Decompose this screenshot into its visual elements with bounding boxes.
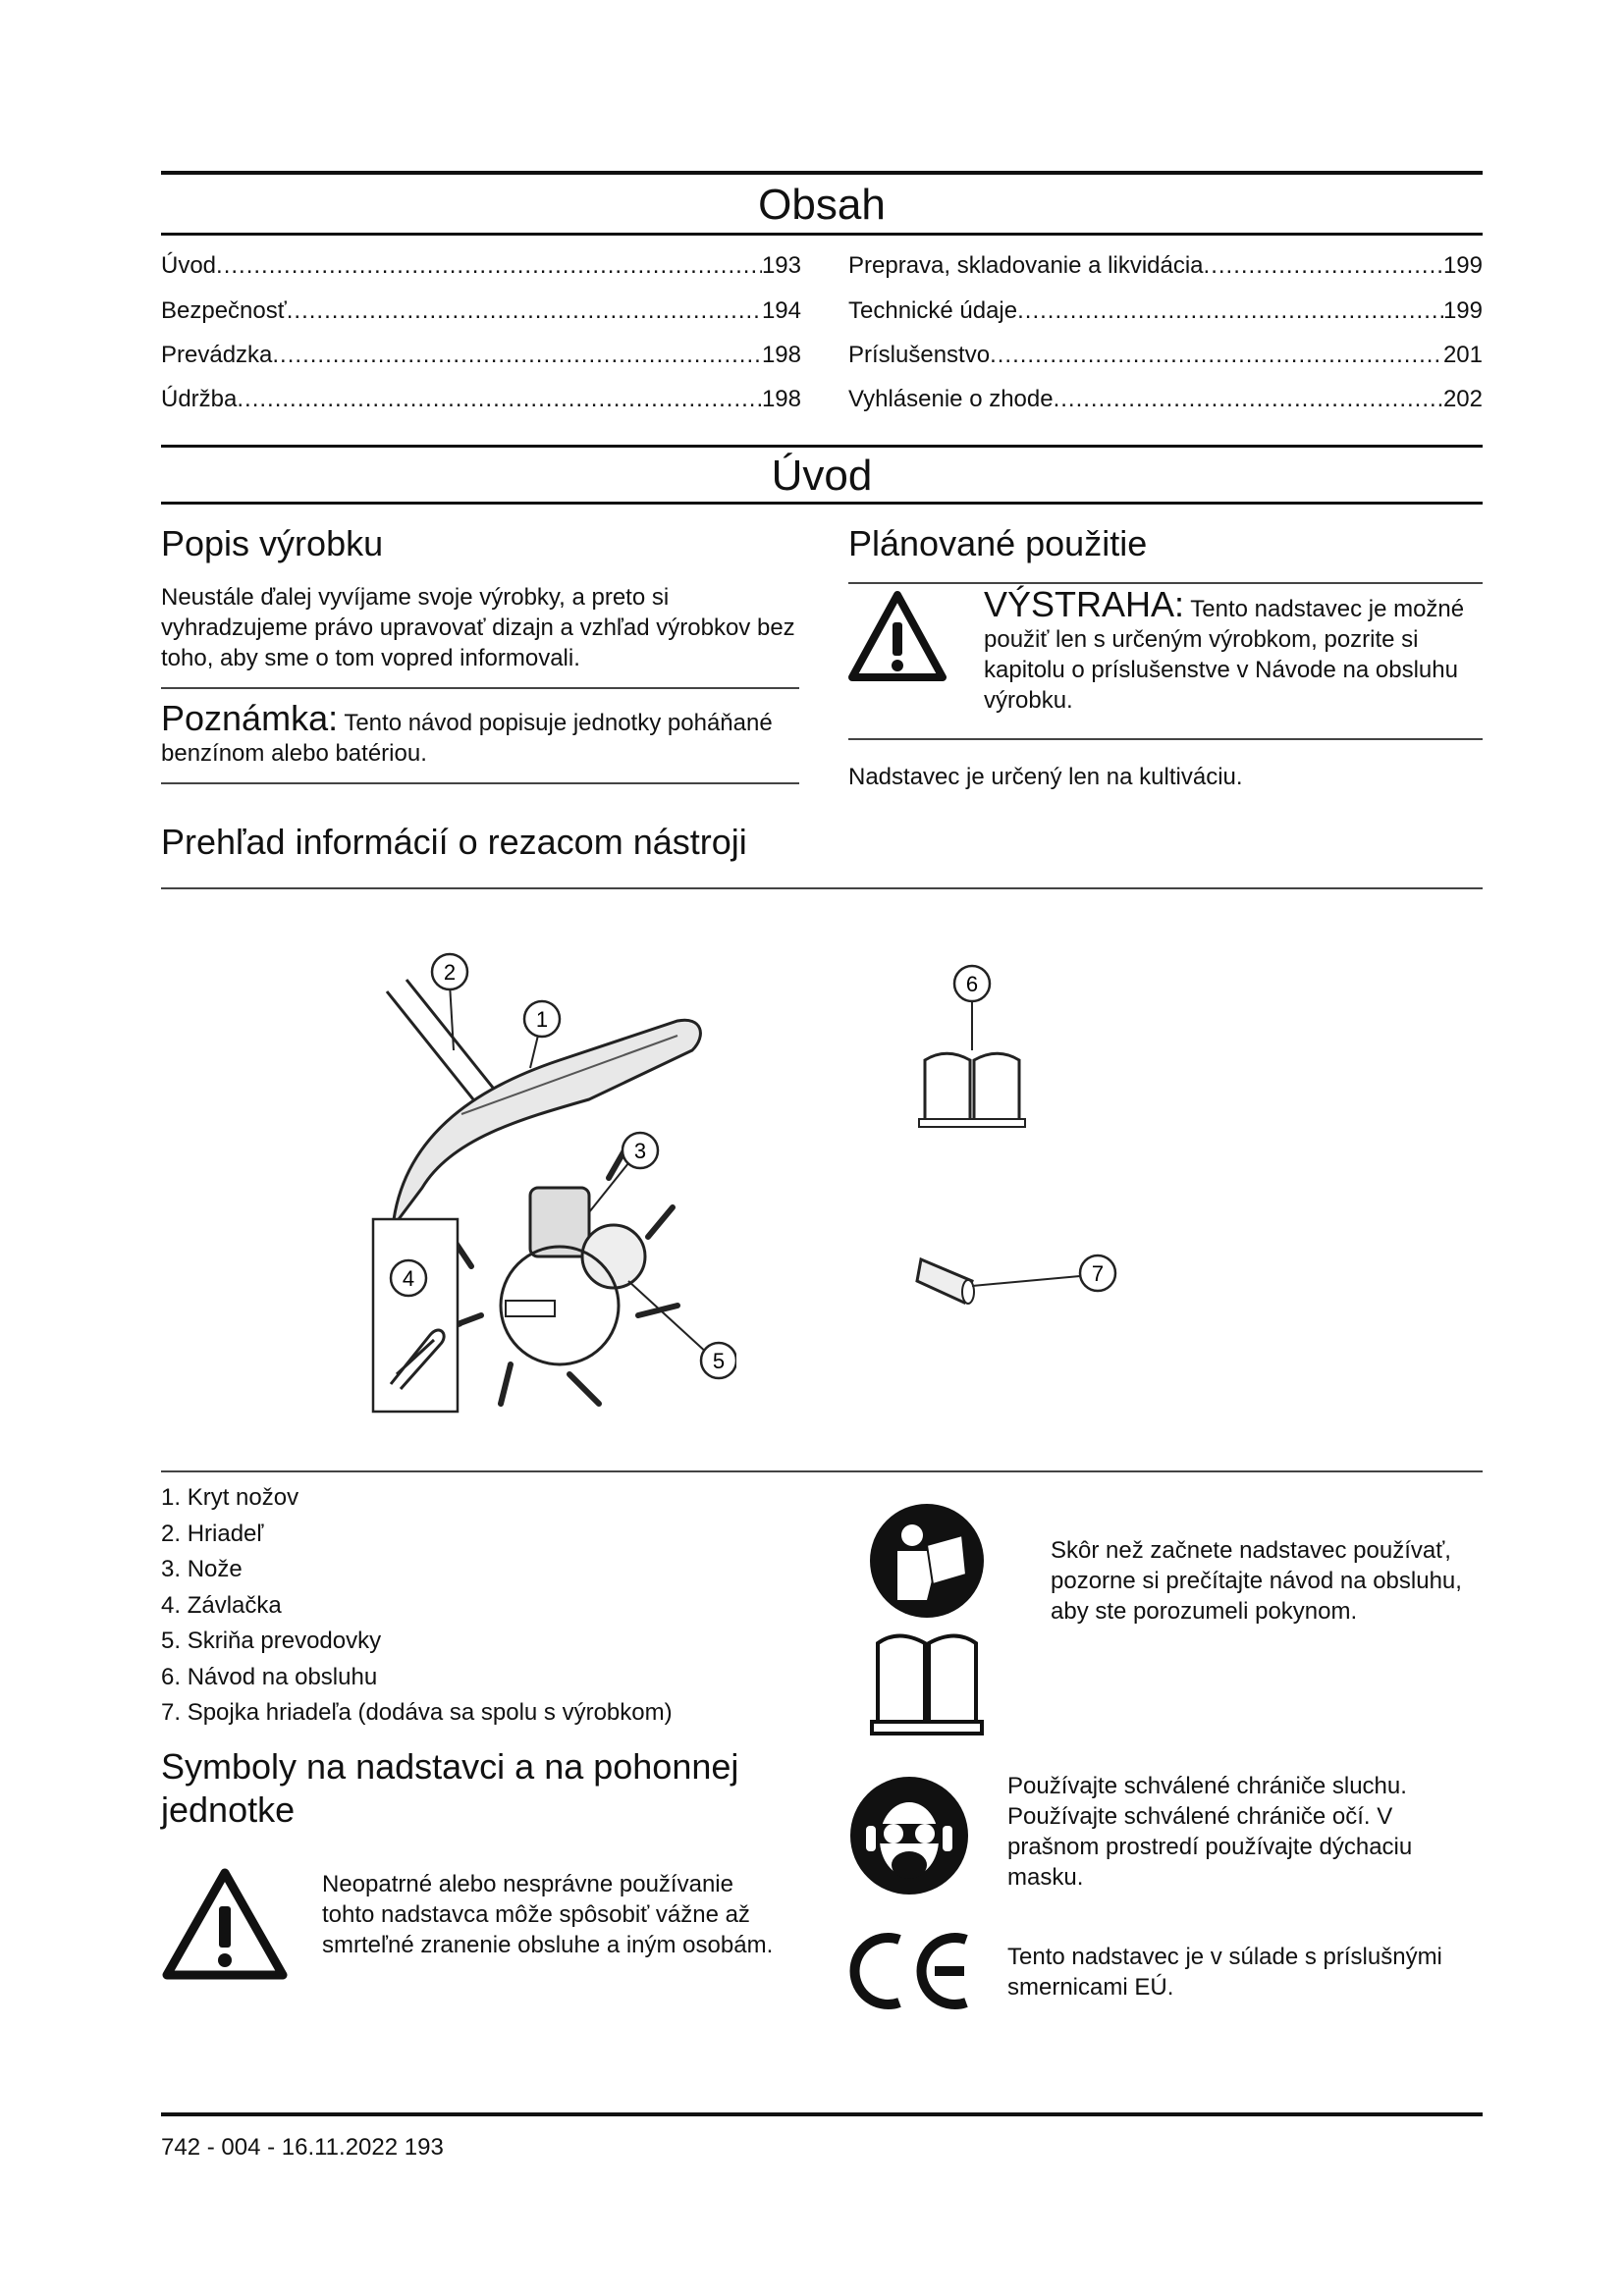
ce-text: Tento nadstavec je v súlade s príslušnými smernicami EÚ. [1007,1944,1442,2001]
toc-title: Obsah [758,181,886,229]
symbols-heading: Symboly na nadstavci a na pohonnej jednotke [161,1746,739,1830]
list-item: 6. Návod na obsluhu [161,1663,378,1690]
note [161,698,809,769]
callout-1-label: 1 [535,1007,549,1032]
callout-5-label: 5 [712,1349,726,1373]
toc-entry[interactable]: Technické údaje ..... 199 [848,296,1483,326]
callout-2-label: 2 [443,960,457,985]
ce-mark-icon [848,1932,976,2010]
shaft-coupling-illustration [913,1242,1139,1320]
ppe-text: Používajte schválené chrániče sluchu. Používajte schválené chrániče očí. V prašnom prostredí používajte dýchaciu masku. [1007,1773,1413,1891]
toc-entry[interactable]: Preprava, skladovanie a likvidácia ..... 199 [848,251,1483,281]
product-description-heading: Popis výrobku [161,523,384,563]
list-item: 5. Skriňa prevodovky [161,1628,382,1654]
warning-label: VÝSTRAHA: [984,584,1185,624]
note-label: Poznámka: [161,698,339,738]
warning-symbol-icon [161,1865,289,1983]
parts-list [161,1480,673,1732]
toc-entry[interactable]: Vyhlásenie o zhode ..... 202 [848,385,1483,414]
read-manual-icon [868,1502,986,1620]
overview-heading: Prehľad informácií o rezacom nástroji [161,822,747,862]
list-item: 3. Nože [161,1556,243,1582]
book-icon [868,1629,986,1742]
section-title: Úvod [771,452,873,500]
list-item: 4. Závlačka [161,1591,282,1619]
toc-entry[interactable]: Príslušenstvo ..... 201 [848,341,1483,370]
footer-text: 742 - 004 - 16.11.2022 193 [161,2134,444,2161]
ppe-icon [848,1775,970,1896]
warning-symbol-text: Neopatrné alebo nesprávne používanie tohto nadstavca môže spôsobiť vážne až smrteľné zranenie obsluhe a iným osobám. [322,1871,774,1958]
callout-6-label: 6 [965,972,979,996]
read-manual-text: Skôr než začnete nadstavec používať, pozorne si prečítajte návod na obsluhu, aby ste porozumeli pokynom. [1051,1537,1462,1625]
intended-use-text: Nadstavec je určený len na kultiváciu. [848,764,1243,790]
list-item: 7. Spojka hriadeľa (dodáva sa spolu s výrobkom) [161,1699,673,1726]
list-item: 1. Kryt nožov [161,1484,299,1511]
intended-use-warning [984,584,1483,716]
callout-4-label: 4 [402,1266,415,1291]
note-text: Tento návod popisuje jednotky poháňané benzínom alebo batériou. [161,710,773,767]
manual-illustration [913,962,1031,1139]
callout-3-label: 3 [633,1139,647,1163]
callout-7-label: 7 [1091,1261,1105,1286]
cotter-pin-inset [371,1217,460,1414]
product-description-text: Neustále ďalej vyvíjame svoje výrobky, a preto si vyhradzujeme právo upravovať dizajn a vzhľad výrobkov bez toho, aby sme o tom vopred informovali. [161,584,795,671]
toc-entry[interactable]: Prevádzka ..... 198 [161,341,801,370]
warning-text: Tento nadstavec je možné použiť len s určeným výrobkom, pozrite si kapitolu o príslušenstve v Návode na obsluhu výrobku. [984,596,1465,714]
toc-entry[interactable]: Úvod ..... 193 [161,251,801,281]
toc-entry[interactable]: Údržba ..... 198 [161,385,801,414]
toc-entry[interactable]: Bezpečnosť ..... 194 [161,296,801,326]
warning-triangle-icon [848,589,947,683]
intended-use-heading: Plánované použitie [848,523,1148,563]
list-item: 2. Hriadeľ [161,1520,264,1547]
